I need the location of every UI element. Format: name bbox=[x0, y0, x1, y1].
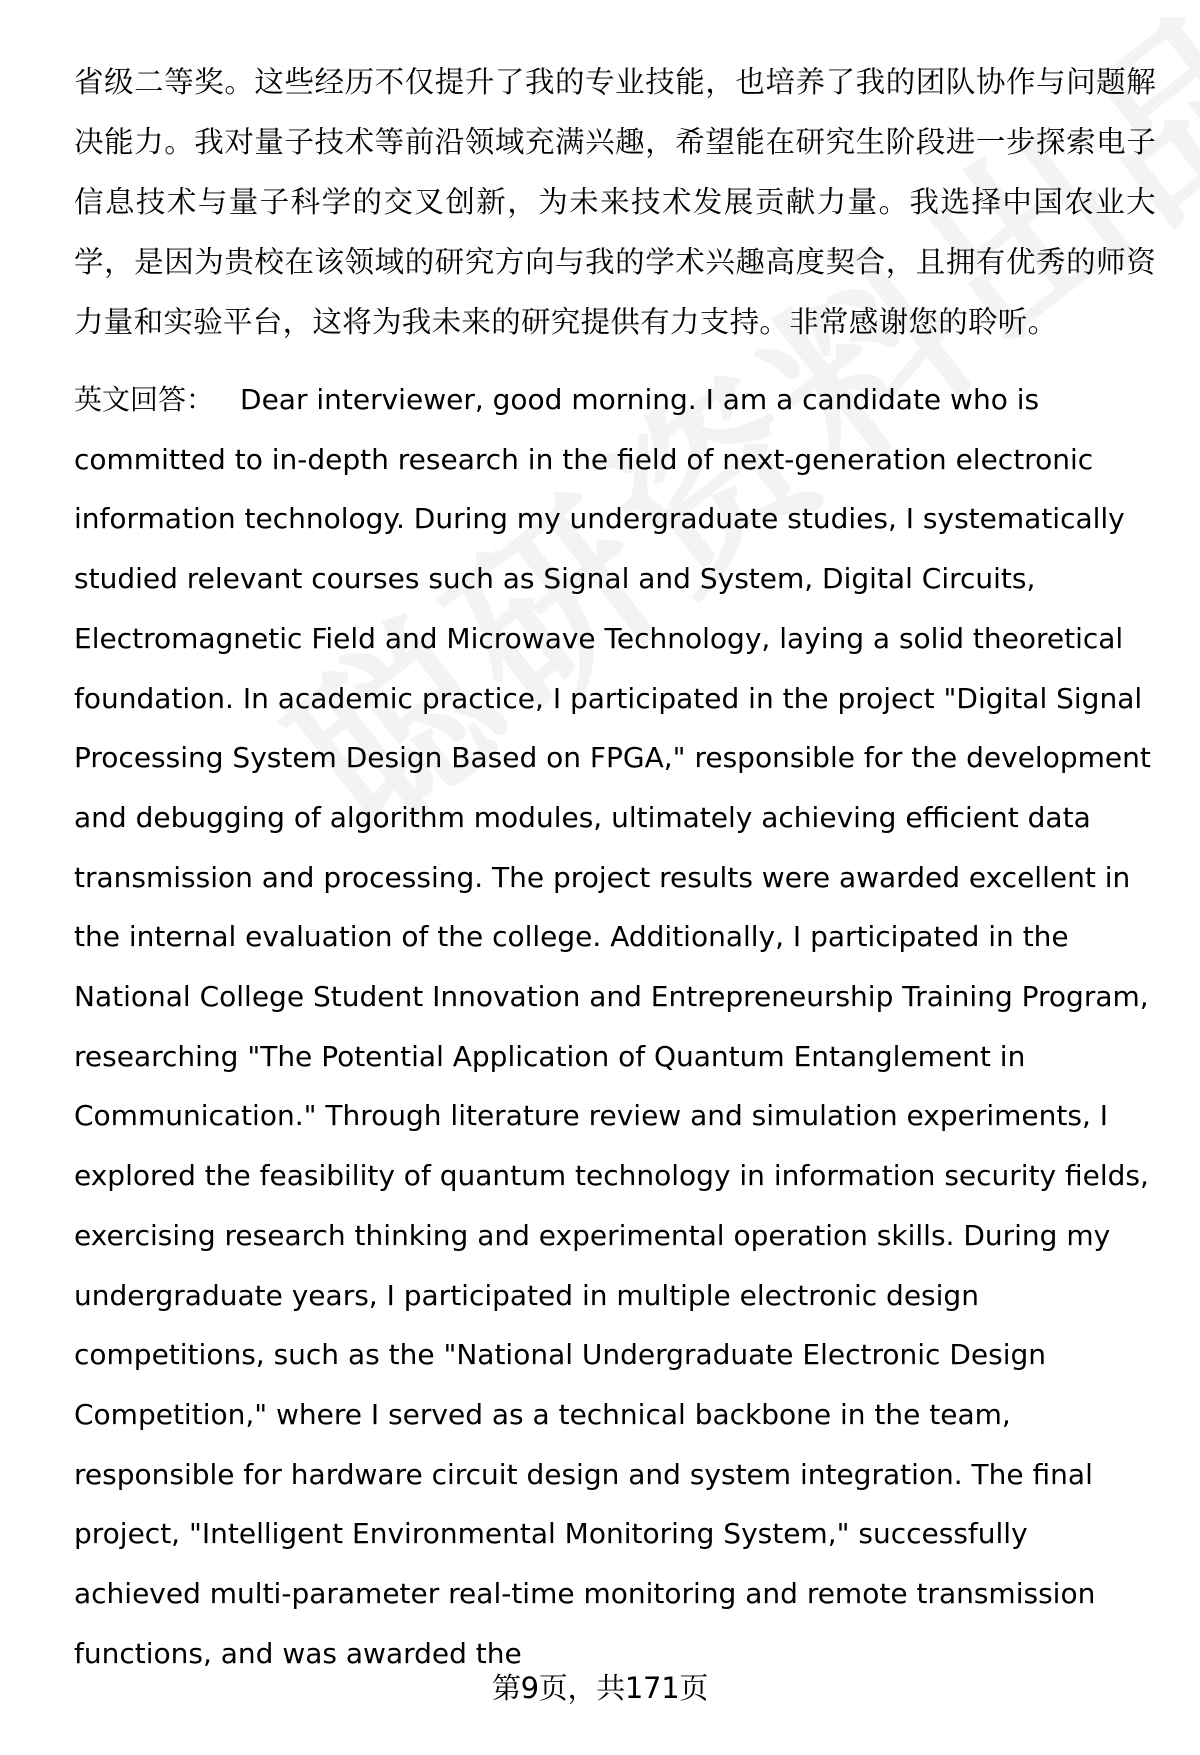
english-answer-paragraph bbox=[74, 370, 1156, 1683]
document-body bbox=[74, 52, 1156, 1683]
page-number-footer: 第9页，共171页 bbox=[491, 1671, 709, 1705]
english-answer-label: 英文回答： bbox=[74, 383, 215, 416]
chinese-answer-paragraph: 省级二等奖。这些经历不仅提升了我的专业技能，也培养了我的团队协作与问题解决能力。我对量子技术等前沿领域充满兴趣，希望能在研究生阶段进一步探索电子信息技术与量子科学的交叉创新，为未来技术发展贡献力量。我选择中国农业大学，是因为贵校在该领域的研究方向与我的学术兴趣高度契合，且拥有优秀的师资力量和实验平台，这将为我未来的研究提供有力支持。非常感谢您的聆听。 bbox=[74, 65, 1156, 339]
english-answer-text: Dear interviewer, good morning. I am a candidate who is committed to in-depth research in the field of next-generation electronic information technology. During my undergraduate studies, I systematically studied relevant courses such as Signal and System, Digital Circuits, Electromagnetic Field and Microwave Technology, laying a solid theoretical foundation. In academic practice, I participated in the project "Digital Signal Processing System Design Based on FPGA," responsible for the development and debugging of algorithm modules, ultimately achieving efficient data transmission and processing. The project results were awarded excellent in the internal evaluation of the college. Additionally, I participated in the National College Student Innovation and Entrepreneurship Training Program, researching "The Potential Application of Quantum Entanglement in Communication." Through literature review and simulation experiments, I explored the feasibility of quantum technology in information security fields, exercising research thinking and experimental operation skills. During my undergraduate years, I participated in multiple electronic design competitions, such as the "National Undergraduate Electronic Design Competition," where I served as a technical backbone in the team, responsible for hardware circuit design and system integration. The final project, "Intelligent Environmental Monitoring System," successfully achieved multi-parameter real-time monitoring and remote transmission functions, and was awarded the bbox=[74, 383, 1151, 1670]
